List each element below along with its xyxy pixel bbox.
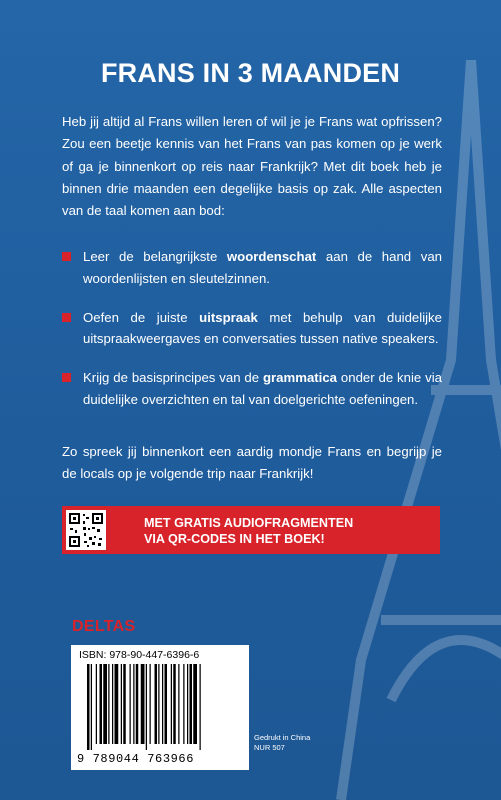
- intro-paragraph: Heb jij altijd al Frans willen leren of wil je je Frans wat opfrissen? Zou een beetje kennis van het Frans van pas komen op je werk of ga je binnenkort op reis naar Frankrijk? Met dit boek heb je binnen drie maanden een degelijke basis op zak. Alle aspecten van de taal komen aan bod:: [62, 114, 442, 219]
- publisher-logo: DELTAS: [72, 618, 136, 635]
- audio-banner: [62, 506, 440, 554]
- nur-code: NUR 507: [254, 743, 285, 752]
- red-square-icon: [62, 313, 71, 322]
- book-title: FRANS IN 3 MAANDEN: [100, 58, 401, 88]
- banner-line-1: MET GRATIS AUDIOFRAGMENTEN: [144, 516, 354, 530]
- printed-in: Gedrukt in China: [254, 733, 311, 742]
- list-item: Oefen de juiste uitspraak met behulp van duidelijke uitspraakweergaves en conversaties tussen native speakers.: [62, 307, 442, 351]
- red-square-icon: [62, 373, 71, 382]
- isbn-text: ISBN: 978-90-447-6396-6: [79, 649, 200, 661]
- list-item: Krijg de basisprincipes van de grammatica onder de knie via duidelijke overzichten en tal van doelgerichte oefeningen.: [62, 367, 442, 411]
- feature-list: [62, 246, 442, 428]
- outro-paragraph: Zo spreek jij binnenkort een aardig mondje Frans en begrijp je de locals op je volgende trip naar Frankrijk!: [62, 444, 442, 482]
- qr-code-icon: [66, 510, 106, 550]
- banner-text: [144, 515, 353, 547]
- imprint: [254, 733, 310, 753]
- ean-number: 9 789044 763966: [77, 752, 195, 766]
- barcode-icon: [85, 664, 237, 750]
- red-square-icon: [62, 252, 71, 261]
- barcode-box: [71, 645, 249, 770]
- list-item: Leer de belangrijkste woordenschat aan de hand van woordenlijsten en sleutelzinnen.: [62, 246, 442, 290]
- banner-line-2: VIA QR-CODES IN HET BOEK!: [144, 532, 325, 546]
